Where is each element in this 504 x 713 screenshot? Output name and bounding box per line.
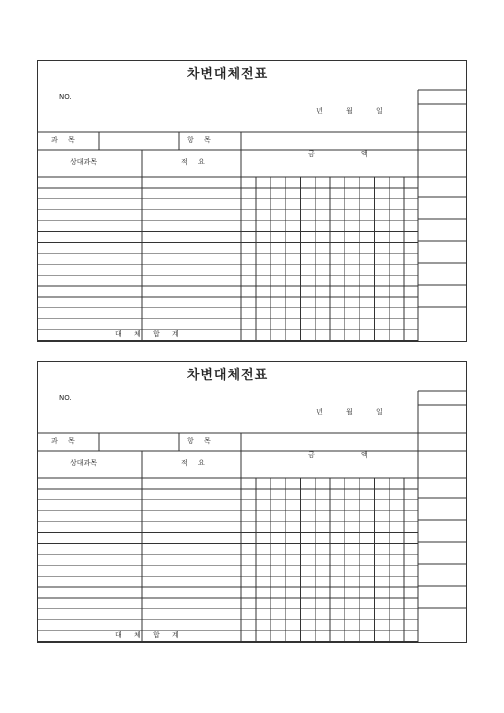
date-day-label: 일 bbox=[376, 408, 383, 416]
voucher-grid bbox=[37, 361, 467, 643]
item-label: 항 목 bbox=[187, 437, 215, 445]
transfer-total-label: 대 체 합 계 bbox=[115, 330, 184, 338]
account-label: 과 목 bbox=[51, 136, 79, 144]
contra-account-label: 상대과목 bbox=[70, 158, 98, 166]
voucher-number-label: NO. bbox=[59, 93, 72, 101]
form-border bbox=[38, 362, 467, 643]
voucher-number-label: NO. bbox=[59, 394, 72, 402]
date-year-label: 년 bbox=[316, 408, 323, 416]
date-month-label: 월 bbox=[346, 107, 353, 115]
voucher-form bbox=[37, 60, 467, 342]
voucher-grid bbox=[37, 60, 467, 342]
date-year-label: 년 bbox=[316, 107, 323, 115]
contra-account-label: 상대과목 bbox=[70, 459, 98, 467]
account-label: 과 목 bbox=[51, 437, 79, 445]
form-border bbox=[38, 61, 467, 342]
voucher-title: 차변대체전표 bbox=[186, 368, 269, 383]
date-day-label: 일 bbox=[376, 107, 383, 115]
item-label: 항 목 bbox=[187, 136, 215, 144]
description-label: 적 요 bbox=[181, 158, 209, 166]
amount-label: 금 액 bbox=[308, 150, 390, 158]
description-label: 적 요 bbox=[181, 459, 209, 467]
amount-label: 금 액 bbox=[308, 451, 390, 459]
voucher-form bbox=[37, 361, 467, 643]
voucher-title: 차변대체전표 bbox=[186, 67, 269, 82]
date-month-label: 월 bbox=[346, 408, 353, 416]
transfer-total-label: 대 체 합 계 bbox=[115, 631, 184, 639]
